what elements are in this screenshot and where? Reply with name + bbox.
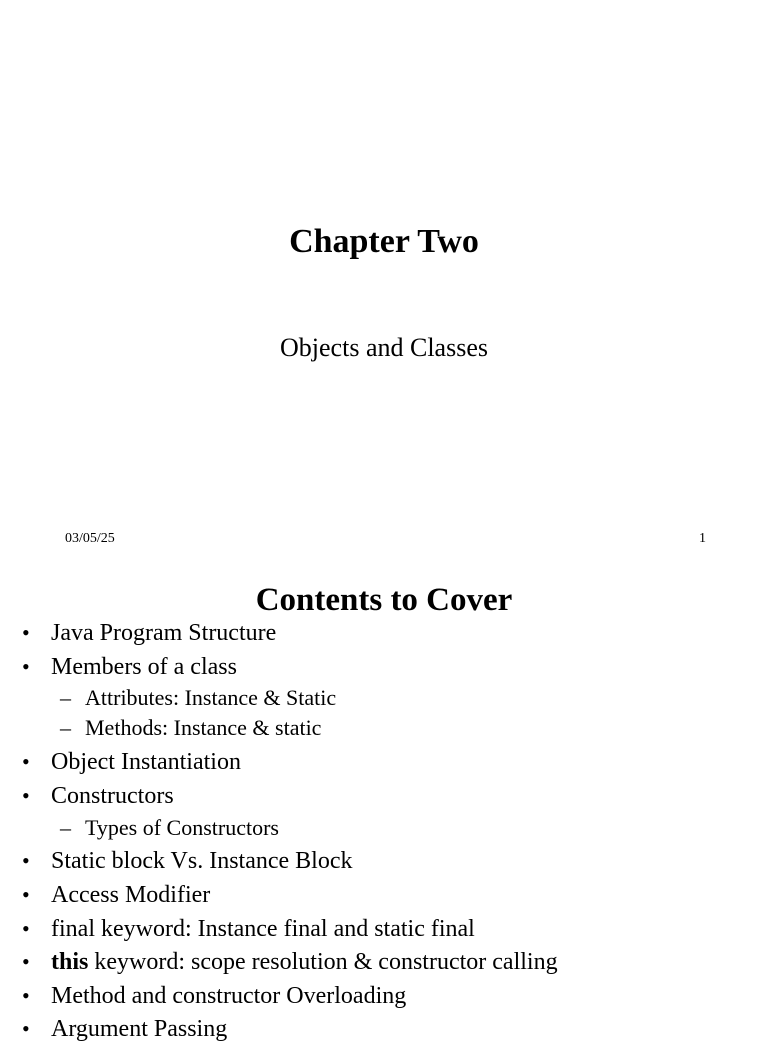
bullet-dot-icon: •: [22, 949, 30, 974]
bullet-label: Method and constructor Overloading: [51, 983, 407, 1009]
contents-slide: [0, 576, 768, 1042]
slide-subtitle: Objects and Classes: [280, 333, 488, 362]
bullet-text: [51, 949, 558, 975]
bullet-item: [22, 914, 475, 944]
bullet-item: [22, 781, 174, 811]
bullet-dot-icon: •: [22, 916, 30, 941]
slide-page-number: 1: [699, 531, 706, 546]
bullet-label: keyword: scope resolution & constructor calling: [88, 949, 558, 975]
bullet-text: [85, 685, 336, 710]
bullet-dot-icon: •: [22, 620, 30, 645]
bullet-item: [22, 747, 241, 777]
bullet-item: [22, 981, 406, 1011]
bullet-dot-icon: •: [22, 882, 30, 907]
bullet-label: Argument Passing: [51, 1016, 228, 1042]
bullet-text: [51, 654, 237, 680]
bullet-text: [51, 749, 241, 775]
sub-bullet-item: [60, 684, 336, 712]
bullet-label: Object Instantiation: [51, 749, 241, 775]
bullet-item: [22, 947, 558, 977]
bullet-text: [51, 848, 353, 874]
bullet-dot-icon: •: [22, 783, 30, 808]
bullet-item: [22, 652, 237, 682]
dash-icon: –: [60, 815, 71, 840]
sub-bullet-item: [60, 714, 321, 742]
bullet-label: Static block Vs. Instance Block: [51, 848, 353, 874]
dash-icon: –: [60, 685, 71, 710]
bullet-dot-icon: •: [22, 848, 30, 873]
bullet-text: [51, 983, 406, 1009]
bullet-text: [51, 916, 475, 942]
slide-date: 03/05/25: [65, 531, 115, 546]
bullet-item: [22, 1014, 227, 1044]
sub-bullet-item: [60, 814, 279, 842]
bullet-text: [51, 620, 276, 646]
slide-title: Chapter Two: [289, 223, 479, 260]
bullet-dot-icon: •: [22, 1016, 30, 1041]
bullet-label: Constructors: [51, 783, 174, 809]
bullet-text: [85, 715, 321, 740]
bullet-label: final keyword: Instance final and static final: [51, 916, 475, 942]
bullet-dot-icon: •: [22, 654, 30, 679]
bullet-label: Methods: Instance & static: [85, 715, 322, 740]
bullet-item: [22, 880, 210, 910]
bullet-label: Java Program Structure: [51, 620, 277, 646]
bullet-dot-icon: •: [22, 749, 30, 774]
bullet-label: Types of Constructors: [85, 815, 279, 840]
bullet-label: Attributes: Instance & Static: [85, 685, 337, 710]
bullet-text: [51, 783, 174, 809]
bullet-item: [22, 846, 353, 876]
bullet-item: [22, 618, 276, 648]
bullet-label: Members of a class: [51, 654, 237, 680]
bullet-text: [85, 815, 279, 840]
bullet-dot-icon: •: [22, 983, 30, 1008]
bullet-label: Access Modifier: [51, 882, 211, 908]
bullet-text: [51, 882, 210, 908]
keyword-text: this: [51, 949, 89, 975]
bullet-text: [51, 1016, 227, 1042]
contents-title: Contents to Cover: [255, 582, 513, 618]
dash-icon: –: [60, 715, 71, 740]
